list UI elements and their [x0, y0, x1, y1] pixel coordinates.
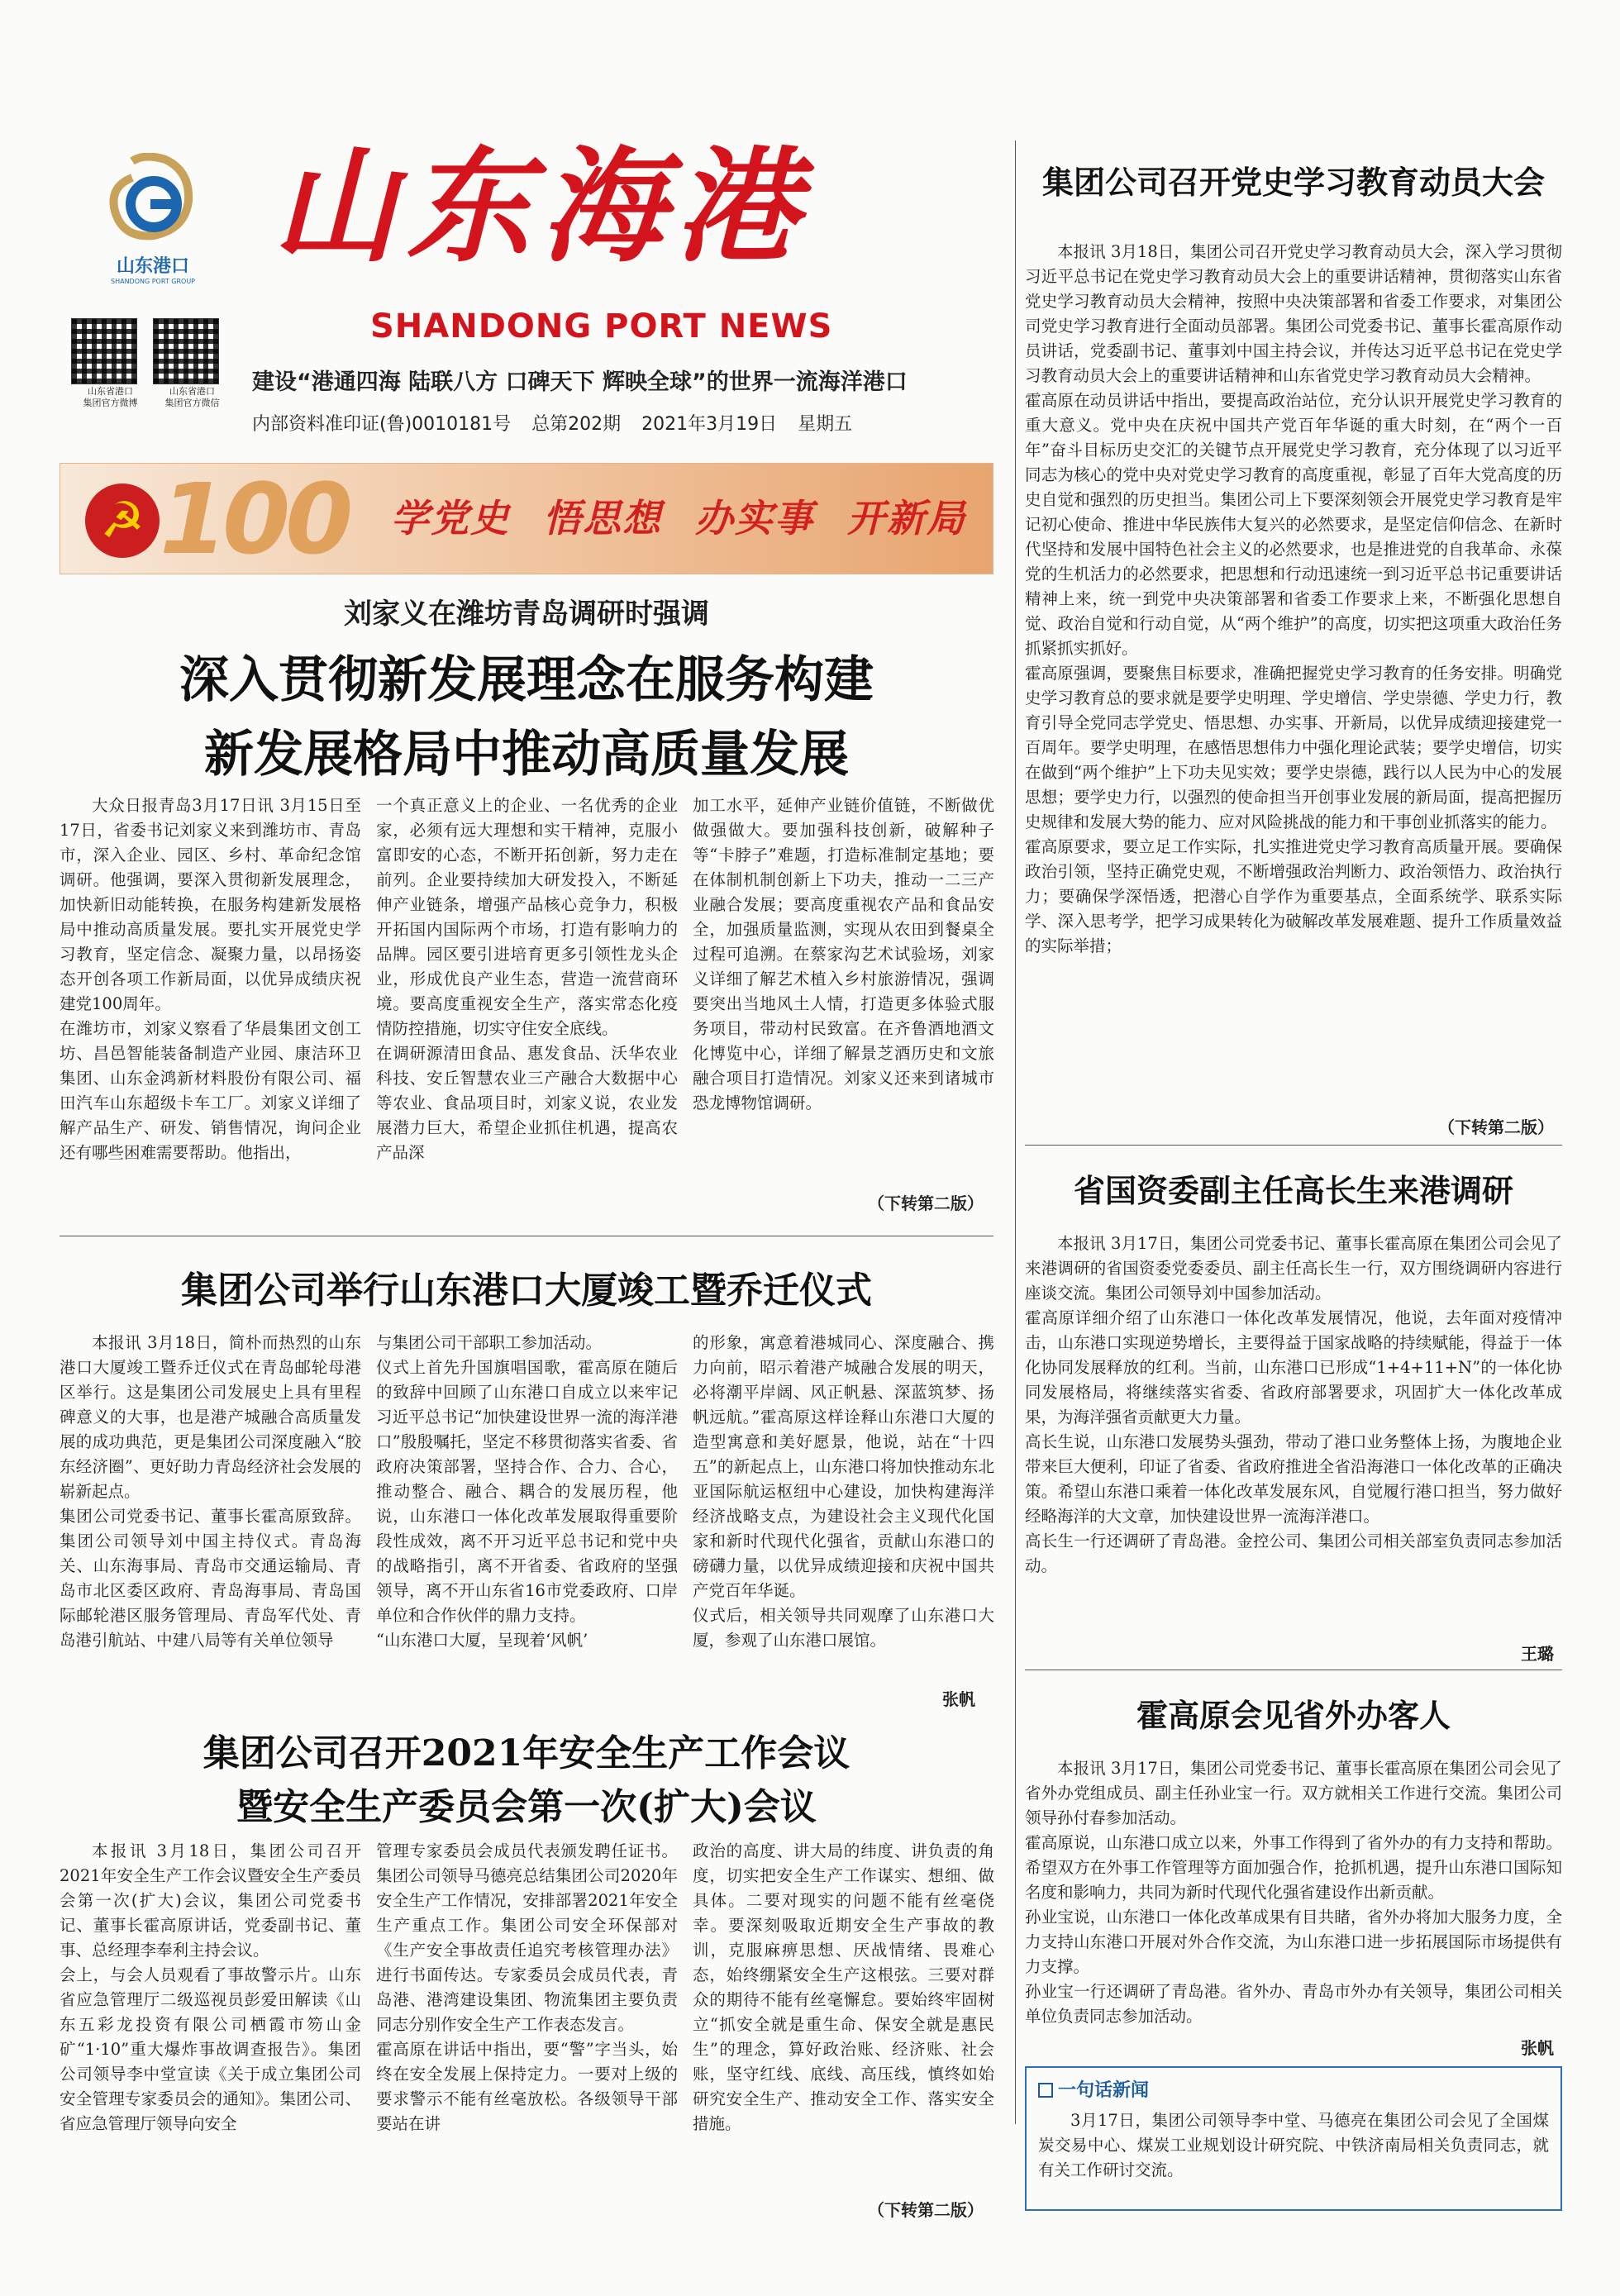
right2-body-text: 本报讯 3月17日，集团公司党委书记、董事长霍高原在集团公司会见了来港调研的省国资委党委委员、副主任高长生一行，双方围绕调研内容进行座谈交流。集团公司领导刘中国参加活动。 霍高原详细介绍了山东港口一体化改革发展情况，他说，去年面对疫情冲击，山东港口实现逆势增长，主要得益于国家战略的持续赋能，得益于一体化协同发展释放的红利。当前，山东港口已形成“1+4+11+N”的一体化协同发展格局，将继续落实省委、省政府部署要求，巩固扩大一体化改革成果，为海洋强省贡献更大力量。 高长生说，山东港口发展势头强劲，带动了港口业务整体上扬，为腹地企业带来巨大便利，印证了省委、省政府推进全省沿海港口一体化改革的正确决策。希望山东港口乘着一体化改革发展东风，自觉履行港口担当，努力做好经略海洋的大文章，加快建设世界一流海洋港口。 高长生一行还调研了青岛港。金控公司、集团公司相关部室负责同志参加活动。	[1025, 1234, 1562, 1575]
article3-col2-text: 管理专家委员会成员代表颁发聘任证书。集团公司领导马德亮总结集团公司2020年安全生产工作情况，安排部署2021年安全生产重点工作。集团公司安全环保部对《生产安全事故责任追究考核管理办法》进行书面传达。专家委员会成员代表，青岛港、港湾建设集团、物流集团主要负责同志分别作安全生产工作表态发言。 霍高原在讲话中指出，要“警”字当头，始终在安全发展上保持定力。一要对上级的要求警示不能有丝毫放松。各级领导干部要站在讲	[376, 1841, 678, 2133]
article2-column-1	[60, 1331, 361, 1703]
qr-wechat[interactable]	[153, 318, 231, 410]
shandong-port-logo-icon	[99, 153, 207, 244]
right3-byline: 张帆	[1521, 2038, 1554, 2058]
qr-weibo[interactable]	[71, 318, 150, 410]
qr-code-icon	[153, 318, 219, 384]
article1-kicker: 刘家义在潍坊青岛调研时强调	[344, 598, 709, 631]
masthead-slogan: 建设“港通四海 陆联八方 口碑天下 辉映全球”的世界一流海洋港口	[252, 369, 908, 395]
article2-col2-text: 与集团公司干部职工参加活动。 仪式上首先升国旗唱国歌，霍高原在随后的致辞中回顾了山东港口自成立以来牢记习近平总书记“加快建设世界一流的海洋港口”殷殷嘱托，坚定不移贯彻落实省委、省政府决策部署，坚持合作、合力、合心，推动整合、融合、耦合的发展历程，他说，山东港口一体化改革发展取得重要阶段性成效，离不开习近平总书记和党中央的战略指引，离不开省委、省政府的坚强领导，离不开山东省16市党委政府、口岸单位和合作伙伴的鼎力支持。 “山东港口大厦，呈现着‘风帆’	[376, 1333, 678, 1650]
article1-col3-text: 加工水平，延伸产业链价值链，不断做优做强做大。要加强科技创新，破解种子等“卡脖子”难题，打造标准制定基地；要在体制机制创新上下功夫，推动一二三产业融合发展；要高度重视农产品和食品安全，加强质量监测，实现从农田到餐桌全过程可追溯。在蔡家沟艺术试验场，刘家义详细了解艺术植入乡村旅游情况，强调要突出当地风土人情，打造更多体验式服务项目，带动村民致富。在齐鲁酒地酒文化博览中心，详细了解景芝酒历史和文旅融合项目打造情况。刘家义还来到诸城市恐龙博物馆调研。	[693, 796, 994, 1112]
article3-title-line2: 暨安全生产委员会第一次(扩大)会议	[236, 1786, 817, 1828]
article1-col2-text: 一个真正意义上的企业、一名优秀的企业家，必须有远大理想和实干精神，克服小富即安的心态，不断开拓创新，努力走在前列。企业要持续加大研发投入，不断延伸产业链条，增强产品核心竞争力，积极开拓国内国际两个市场，打造有影响力的品牌。园区要引进培育更多引领性龙头企业，形成优良产业生态，营造一流营商环境。要高度重视安全生产，落实常态化疫情防控措施，切实守住安全底线。 在调研源清田食品、惠发食品、沃华农业科技、安丘智慧农业三产融合大数据中心等农业、食品项目时，刘家义说，农业发展潜力巨大，希望企业抓住机遇，提高农产品深	[376, 796, 678, 1162]
article3-column-3	[693, 1839, 994, 2186]
right2-byline: 王璐	[1521, 1644, 1554, 1664]
issue-meta: 内部资料准印证(鲁)0010181号 总第202期 2021年3月19日 星期五	[252, 414, 853, 435]
qr-wechat-caption: 山东省港口 集团官方微信	[164, 386, 220, 409]
right3-title: 霍高原会见省外办客人	[1136, 1697, 1451, 1734]
banner-slogans: 学党史 悟思想 办实事 开新局	[391, 496, 967, 541]
centenary-banner	[60, 463, 993, 574]
article2-title: 集团公司举行山东港口大厦竣工暨乔迁仪式	[181, 1269, 872, 1312]
masthead-english-title: SHANDONG PORT NEWS	[370, 307, 833, 345]
article1-title-line1: 深入贯彻新发展理念在服务构建	[179, 651, 874, 709]
article1-column-2	[376, 793, 678, 1256]
logo-subtext: SHANDONG PORT GROUP	[111, 278, 195, 285]
right3-body	[1025, 1756, 1562, 2062]
article2-col3-text: 的形象，寓意着港城同心、深度融合、携力向前，昭示着港产城融合发展的明天，必将潮平岸阔、风正帆悬、深蓝筑梦、扬帆远航。”霍高原这样诠释山东港口大厦的造型寓意和美好愿景，他说，站在“十四五”的新起点上，山东港口将加快推动东北亚国际航运枢纽中心建设，加快构建海洋经济战略支点，为建设社会主义现代化国家和新时代现代化强省，贡献山东港口的磅礴力量，以优异成绩迎接和庆祝中国共产党百年华诞。 仪式后，相关领导共同观摩了山东港口大厦，参观了山东港口展馆。	[693, 1333, 994, 1650]
article3-continued[interactable]: （下转第二版）	[868, 2200, 984, 2220]
article3-title-line1: 集团公司召开2021年安全生产工作会议	[202, 1732, 850, 1774]
right3-body-text: 本报讯 3月17日，集团公司党委书记、董事长霍高原在集团公司会见了省外办党组成员、副主任孙业宝一行。双方就相关工作进行交流。集团公司领导孙付春参加活动。 霍高原说，山东港口成立以来，外事工作得到了省外办的有力支持和帮助。希望双方在外事工作管理等方面加强合作，抢抓机遇，提升山东港口国际知名度和影响力，共同为新时代现代化强省建设作出新贡献。 孙业宝说，山东港口一体化改革成果有目共睹，省外办将加大服务力度，全力支持山东港口开展对外合作交流，为山东港口进一步拓展国际市场提供有力支撑。 孙业宝一行还调研了青岛港。省外办、青岛市外办有关领导，集团公司相关单位负责同志参加活动。	[1025, 1759, 1562, 2026]
logo	[99, 153, 207, 285]
article1-column-3	[693, 793, 994, 1207]
article2-column-2	[376, 1331, 678, 1703]
brief-news-body: 3月17日，集团公司领导李中堂、马德亮在集团公司会见了全国煤炭交易中心、煤炭工业规划设计研究院、中铁济南局相关负责同志，就有关工作研讨交流。	[1038, 2111, 1549, 2179]
brief-news-title	[1038, 2076, 1549, 2102]
qr-weibo-caption: 山东省港口 集团官方微博	[83, 386, 138, 409]
right1-continued[interactable]: （下转第二版）	[1438, 1117, 1554, 1137]
banner-number: 100	[160, 463, 349, 574]
brief-news-box	[1025, 2066, 1562, 2211]
article3-col1-text: 本报讯 3月18日，集团公司召开2021年安全生产工作会议暨安全生产委员会第一次(扩大)会议，集团公司党委书记、董事长霍高原讲话，党委副书记、董事、总经理李奉利主持会议。 会上，与会人员观看了事故警示片。山东省应急管理厅二级巡视员彭爱田解读《山东五彩龙投资有限公司栖霞市笏山金矿“1·10”重大爆炸事故调查报告》。集团公司领导李中堂宣读《关于成立集团公司安全管理专家委员会的通知》。集团公司、省应急管理厅领导向安全	[60, 1841, 361, 2133]
right1-title: 集团公司召开党史学习教育动员大会	[1041, 164, 1545, 201]
article3-column-2	[376, 1839, 678, 2215]
brief-news-title-text: 一句话新闻	[1058, 2080, 1150, 2101]
hammer-sickle-icon: ☭	[85, 483, 160, 558]
right1-body	[1025, 240, 1562, 1116]
article2-column-3	[693, 1331, 994, 1694]
logo-text: 山东港口	[116, 256, 189, 277]
right1-body-text: 本报讯 3月18日，集团公司召开党史学习教育动员大会，深入学习贯彻习近平总书记在党史学习教育动员大会上的重要讲话精神，贯彻落实山东省党史学习教育动员大会精神，按照中央决策部署和省委工作要求，对集团公司党史学习教育进行全面动员部署。集团公司党委书记、董事长霍高原作动员讲话，党委副书记、董事刘中国主持会议，并传达习近平总书记在党史学习教育动员大会上的重要讲话精神和山东省党史学习教育动员大会精神。 霍高原在动员讲话中指出，要提高政治站位，充分认识开展党史学习教育的重大意义。党中央在庆祝中国共产党百年华诞的重大时刻，在“两个一百年”奋斗目标历史交汇的关键节点开展党史学习教育，充分体现了以习近平同志为核心的党中央对党史学习教育的高度重视，彰显了百年大党高度的历史自觉和强烈的历史担当。集团公司上下要深刻领会开展党史学习教育是牢记初心使命、推进中华民族伟大复兴的必然要求，是坚定信仰信念、在新时代坚持和发展中国特色社会主义的必然要求，也是推进党的自我革命、永葆党的生机活力的必然要求，把思想和行动迅速统一到习近平总书记重要讲话精神上来，统一到党中央决策部署和省委工作要求上来，不断强化思想自觉、政治自觉和行动自觉，从“两个维护”的高度，切实把这项重大政治任务抓紧抓实抓好。 霍高原强调，要聚焦目标要求，准确把握党史学习教育的任务安排。明确党史学习教育总的要求就是要学史明理、学史增信、学史崇德、学史力行，教育引导全党同志学党史、悟思想、办实事、开新局，以优异成绩迎接建党一百周年。要学史明理，在感悟思想伟力中强化理论武装；要学史增信，切实在做到“两个维护”上下功夫见实效；要学史崇德，践行以人民为中心的发展思想；要学史力行，以强烈的使命担当开创事业发展的新局面，提高把握历史规律和发展大势的能力、应对风险挑战的能力和干事创业抓落实的能力。 霍高原要求，要立足工作实际，扎实推进党史学习教育高质量开展。要确保政治引领，坚持正确党史观，不断增强政治判断力、政治领悟力、政治执行力；要确保学深悟透，把潜心自学作为重要基点，全面系统学、联系实际学、深入思考学，把学习成果转化为破解改革发展难题、提升工作质量效益的实际举措；	[1025, 242, 1562, 955]
article2-byline: 张帆	[942, 1689, 975, 1709]
article1-title-line2: 新发展格局中推动高质量发展	[204, 726, 849, 784]
article1-col1-text: 大众日报青岛3月17日讯 3月15日至17日，省委书记刘家义来到潍坊市、青岛市，深入企业、园区、乡村、革命纪念馆调研。他强调，要深入贯彻新发展理念，加快新旧动能转换，在服务构建新发展格局中推动高质量发展。要扎实开展党史学习教育，坚定信念、凝聚力量，以昂扬姿态开创各项工作新局面，以优异成绩庆祝建党100周年。 在潍坊市，刘家义察看了华晨集团文创工坊、昌邑智能装备制造产业园、康洁环卫集团、山东金鸿新材料股份有限公司、福田汽车山东超级卡车工厂。刘家义详细了解产品生产、研发、销售情况，询问企业还有哪些困难需要帮助。他指出，	[60, 796, 361, 1162]
article3-col3-text: 政治的高度、讲大局的纬度、讲负责的角度，切实把安全生产工作谋实、想细、做具体。二要对现实的问题不能有丝毫侥幸。要深刻吸取近期安全生产事故的教训，克服麻痹思想、厌战情绪、畏难心态，始终绷紧安全生产这根弦。三要对群众的期待不能有丝毫懈怠。要始终牢固树立“抓安全就是重生命、保安全就是惠民生”的理念，算好政治账、经济账、社会账，坚守红线、底线、高压线，慎终如始研究安全生产、推动安全工作、落实安全措施。	[693, 1841, 994, 2133]
right2-title: 省国资委副主任高长生来港调研	[1073, 1172, 1513, 1209]
article1-column-1	[60, 793, 361, 1256]
article3-column-1	[60, 1839, 361, 2215]
right2-body	[1025, 1231, 1562, 1653]
column-divider	[1015, 141, 1016, 2124]
square-icon	[1038, 2083, 1053, 2098]
article1-continued[interactable]: （下转第二版）	[868, 1193, 984, 1213]
divider	[1025, 1145, 1562, 1146]
qr-code-icon	[71, 318, 137, 384]
article2-col1-text: 本报讯 3月18日，简朴而热烈的山东港口大厦竣工暨乔迁仪式在青岛邮轮母港区举行。这是集团公司发展史上具有里程碑意义的大事，也是港产城融合高质量发展的成功典范，更是集团公司深度融入“胶东经济圈”、更好助力青岛经济社会发展的崭新起点。 集团公司党委书记、董事长霍高原致辞。集团公司领导刘中国主持仪式。青岛海关、山东海事局、青岛市交通运输局、青岛市北区委区政府、青岛海事局、青岛国际邮轮港区服务管理局、青岛军代处、青岛港引航站、中建八局等有关单位领导	[60, 1333, 361, 1650]
masthead-title: 山东海港	[273, 134, 809, 279]
